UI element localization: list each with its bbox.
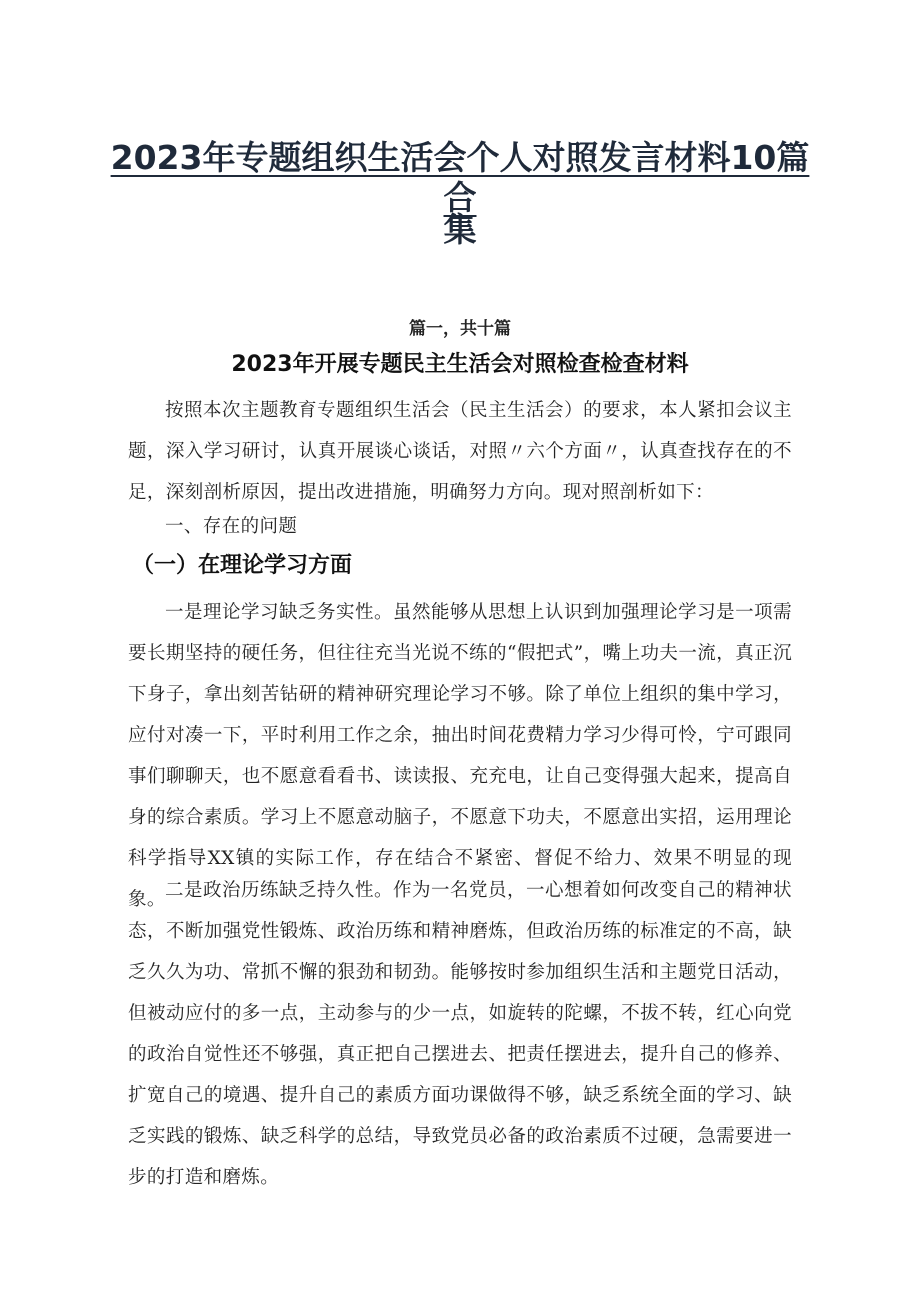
paragraph-one: 一是理论学习缺乏务实性。虽然能够从思想上认识到加强理论学习是一项需要长期坚持的硬任务，但往往充当光说不练的“假把式”，嘴上功夫一流，真正沉下身子，拿出刻苦钻研的精神研究理论学习不够。除了单位上组织的集中学习，应付对凑一下，平时利用工作之余，抽出时间花费精力学习少得可怜，宁可跟同事们聊聊天，也不愿意看看书、读读报、充充电，让自己变得强大起来，提高自身的综合素质。学习上不愿意动脑子，不愿意下功夫，不愿意出实招，运用理论科学指导XX镇的实际工作，存在结合不紧密、督促不给力、效果不明显的现象。 xyxy=(128,602,792,910)
subsection-heading: （一）在理论学习方面 xyxy=(132,553,353,578)
article-subtitle: 2023年开展专题民主生活会对照检查检查材料 xyxy=(231,352,689,377)
paragraph-two: 二是政治历练缺乏持久性。作为一名党员，一心想着如何改变自己的精神状态，不断加强党性锻炼、政治历练和精神磨炼，但政治历练的标准定的不高，缺乏久久为功、常抓不懈的狠劲和韧劲。能够按时参加组织生活和主题党日活动，但被动应付的多一点，主动参与的少一点，如旋转的陀螺，不拔不转，红心向党的政治自觉性还不够强，真正把自己摆进去、把责任摆进去，提升自己的修养、扩宽自己的境遇、提升自己的素质方面功课做得不够，缺乏系统全面的学习、缺乏实践的锻炼、缺乏科学的总结，导致党员必备的政治素质不过硬，急需要进一步的打造和磨炼。 xyxy=(128,880,792,1188)
document-title-line2: 集 xyxy=(443,210,477,249)
part-label: 篇一，共十篇 xyxy=(409,319,511,339)
section-heading: 一、存在的问题 xyxy=(165,516,298,537)
document-title-line1: 2023年专题组织生活会个人对照发言材料10篇合 xyxy=(110,138,810,217)
intro-paragraph: 按照本次主题教育专题组织生活会（民主生活会）的要求，本人紧扣会议主题，深入学习研讨，认真开展谈心谈话，对照〃六个方面〃，认真查找存在的不足，深刻剖析原因，提出改进措施，明确努力方向。现对照剖析如下： xyxy=(128,400,792,503)
